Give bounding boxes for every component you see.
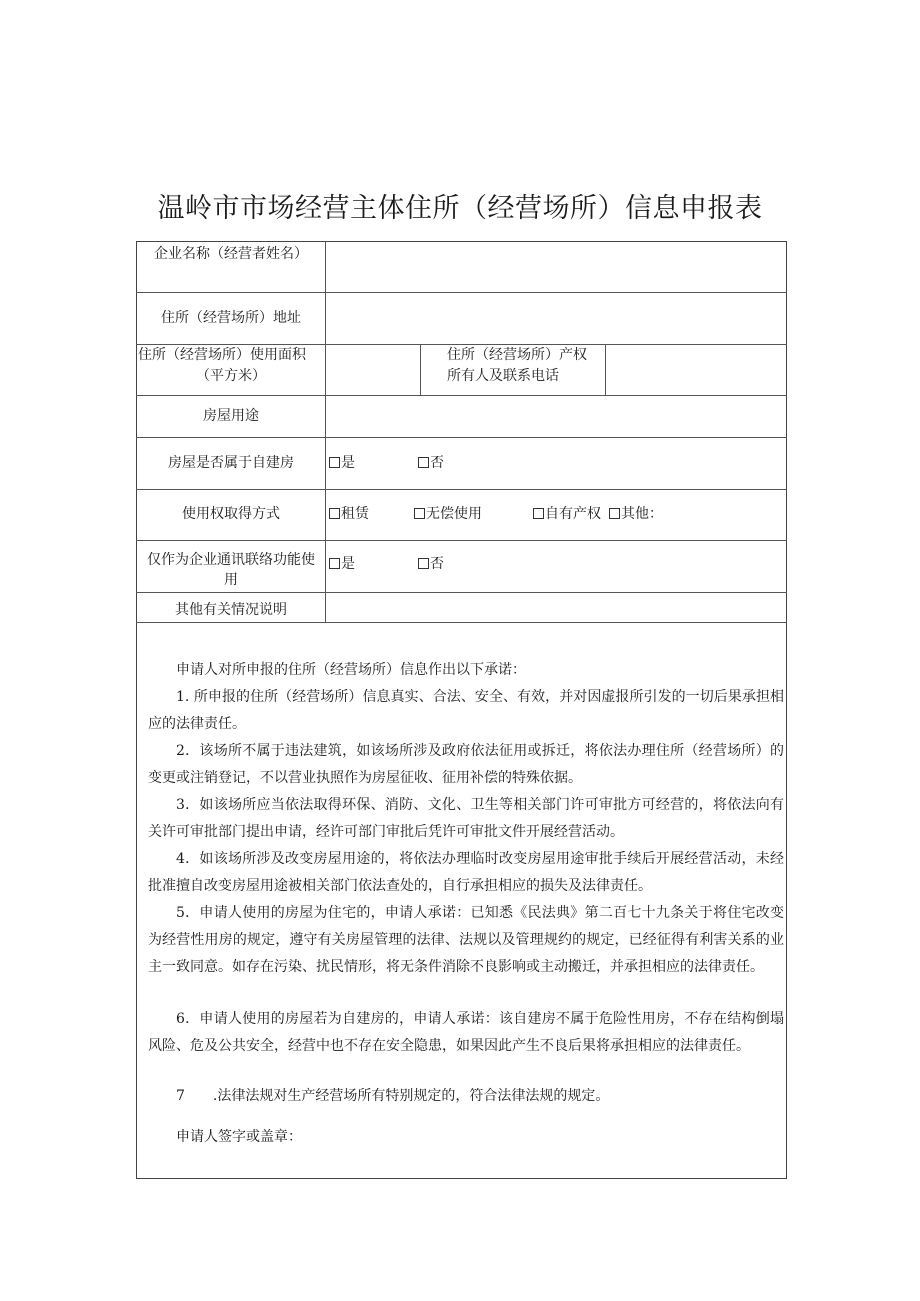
checkbox-icon[interactable] bbox=[329, 457, 340, 468]
checkbox-icon[interactable] bbox=[418, 457, 429, 468]
page-title: 温岭市市场经营主体住所（经营场所）信息申报表 bbox=[157, 193, 763, 224]
address-label: 住所（经营场所）地址 bbox=[161, 310, 301, 326]
checkbox-icon[interactable] bbox=[414, 508, 425, 519]
pledge-item-1: 1. 所申报的住所（经营场所）信息真实、合法、安全、有效，并对因虚报所引发的一切后果承担相应的法律责任。 bbox=[148, 689, 784, 732]
checkbox-icon[interactable] bbox=[329, 508, 340, 519]
owner-label-line1: 住所（经营场所）产权 bbox=[447, 347, 587, 363]
pledge-item-4: 4．如该场所涉及改变房屋用途的，将依法办理临时改变房屋用途审批手续后开展经营活动，未经批准擅自改变房屋用途被相关部门依法查处的，自行承担相应的损失及法律责任。 bbox=[148, 851, 784, 894]
pledge-item-3: 3．如该场所应当依法取得环保、消防、文化、卫生等相关部门许可审批方可经营的，将依法向有关许可审批部门提出申请，经许可部门审批后凭许可审批文件开展经营活动。 bbox=[148, 797, 784, 840]
acquire-label: 使用权取得方式 bbox=[182, 506, 280, 522]
checkbox-icon[interactable] bbox=[533, 508, 544, 519]
checkbox-icon[interactable] bbox=[418, 558, 429, 569]
usage-label: 房屋用途 bbox=[203, 408, 259, 424]
pledge-item-5: 5．申请人使用的房屋为住宅的，申请人承诺：已知悉《民法典》第二百七十九条关于将住宅改变为经营性用房的规定，遵守有关房屋管理的法律、法规以及管理规约的规定，已经征得有利害关系的业主一致同意。如存在污染、扰民情形，将无条件消除不良影响或主动搬迁，并承担相应的法律责任。 bbox=[148, 905, 784, 975]
acquire-rent-option[interactable]: 租赁 bbox=[329, 503, 369, 525]
comm-no-option[interactable]: 否 bbox=[418, 553, 444, 575]
enterprise-name-label: 企业名称（经营者姓名） bbox=[154, 246, 308, 262]
comm-label-line1: 仅作为企业通讯联络功能使 bbox=[147, 552, 315, 568]
acquire-free-option[interactable]: 无偿使用 bbox=[414, 503, 482, 525]
pledge-item-2: 2．该场所不属于违法建筑，如该场所涉及政府依法征用或拆迁，将依法办理住所（经营场所）的变更或注销登记，不以营业执照作为房屋征收、征用补偿的特殊依据。 bbox=[148, 743, 784, 786]
acquire-own-option[interactable]: 自有产权 bbox=[533, 503, 601, 525]
self-built-label: 房屋是否属于自建房 bbox=[168, 455, 294, 471]
other-label: 其他有关情况说明 bbox=[175, 602, 287, 618]
acquire-other-option[interactable]: 其他： bbox=[609, 503, 663, 525]
owner-label-line2: 所有人及联系电话 bbox=[447, 368, 559, 384]
pledge-item-7: 7 .法律法规对生产经营场所有特别规定的，符合法律法规的规定。 bbox=[176, 1088, 610, 1104]
signature-label: 申请人签字或盖章： bbox=[176, 1129, 302, 1145]
comm-yes-option[interactable]: 是 bbox=[329, 553, 355, 575]
pledge-intro: 申请人对所申报的住所（经营场所）信息作出以下承诺： bbox=[176, 662, 526, 678]
comm-label-line2: 用 bbox=[224, 572, 238, 588]
checkbox-icon[interactable] bbox=[329, 558, 340, 569]
self-built-yes-option[interactable]: 是 bbox=[329, 452, 355, 474]
area-label-line1: 住所（经营场所）使用面积 bbox=[138, 347, 306, 363]
self-built-no-option[interactable]: 否 bbox=[418, 452, 444, 474]
pledge-item-6: 6．申请人使用的房屋若为自建房的，申请人承诺：该自建房不属于危险性用房，不存在结构倒塌风险、危及公共安全，经营中也不存在安全隐患，如果因此产生不良后果将承担相应的法律责任。 bbox=[148, 1011, 784, 1054]
area-label-line2: （平方米） bbox=[196, 368, 266, 384]
checkbox-icon[interactable] bbox=[609, 508, 620, 519]
